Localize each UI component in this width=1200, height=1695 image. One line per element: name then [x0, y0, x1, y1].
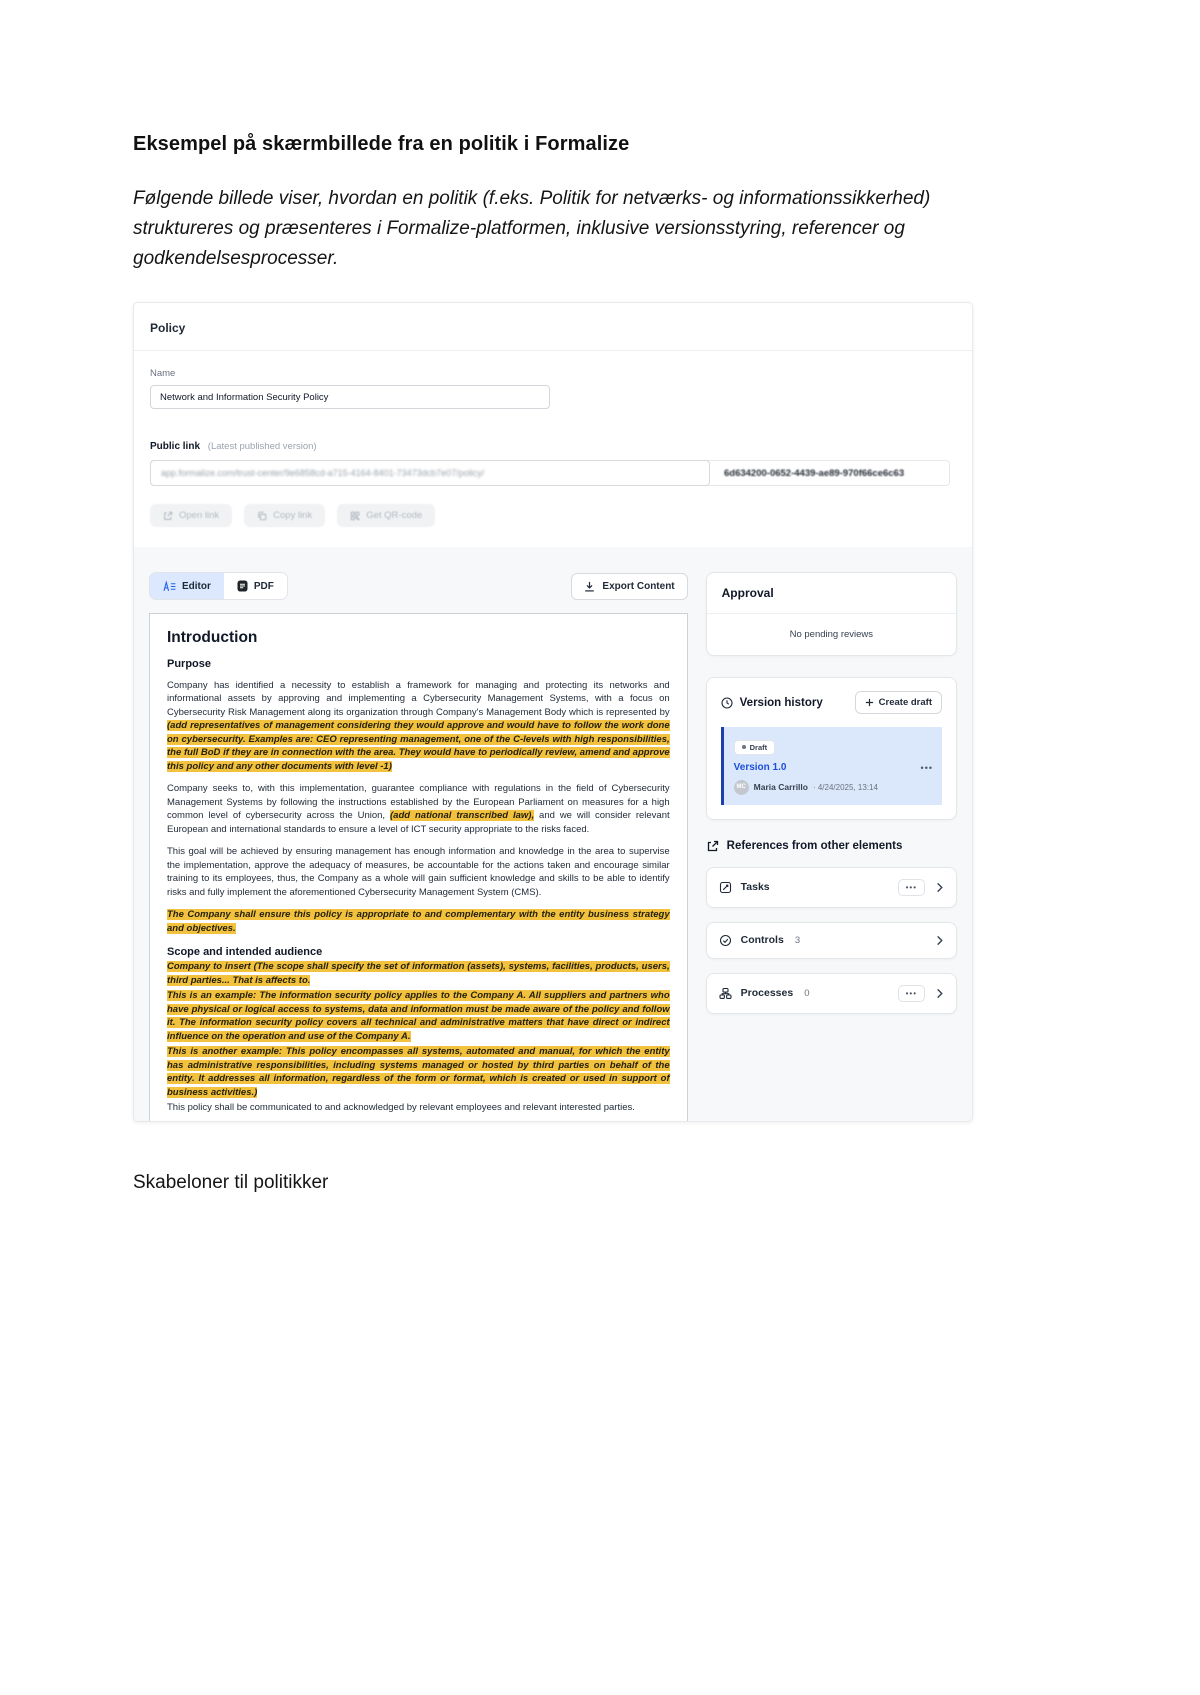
- controls-icon: [719, 934, 732, 947]
- highlighted-text: This is an example: The information security policy applies to the Company A. All suppliers and partners who have physical or logical access to systems, data and information must be made aware of the policy and follow it. The information security policy covers all technical and administrative matters that have direct or indirect influence on the operation and use of the Company A.: [167, 990, 670, 1042]
- references-header: [706, 840, 957, 853]
- open-link-button[interactable]: [150, 504, 232, 527]
- tab-editor-label: Editor: [182, 580, 211, 592]
- highlighted-text: This is another example: This policy encompasses all systems, automated and manual, for which the entity has administrative responsibilities, including systems managed or hosted by third parties on behalf of the entity. It addresses all information, regardless of the form or format, which is created or used in support of business activities.): [167, 1046, 670, 1098]
- approval-card: [706, 572, 957, 656]
- pdf-file-icon: [237, 580, 248, 592]
- highlighted-text: Company to insert (The scope shall specify the set of information (assets), systems, facilities, products, users, third parties... That is affects to.: [167, 961, 670, 986]
- version-history-card: [706, 677, 957, 820]
- editor-icon: [163, 581, 176, 592]
- tab-editor[interactable]: [150, 573, 224, 599]
- version-entry[interactable]: [721, 727, 942, 805]
- avatar: MC: [734, 780, 749, 795]
- tab-pdf[interactable]: [224, 573, 287, 599]
- author-name: Maria Carrillo: [753, 782, 808, 792]
- public-link-field: [150, 460, 950, 486]
- controls-row[interactable]: [706, 922, 957, 959]
- paragraph: [167, 679, 670, 773]
- templates-heading: Skabeloner til politikker: [133, 1172, 329, 1193]
- public-link-row: [150, 441, 956, 452]
- tasks-menu-button[interactable]: •••: [898, 879, 925, 896]
- paragraph: [167, 908, 670, 935]
- tab-pdf-label: PDF: [253, 580, 274, 592]
- purpose-heading: Purpose: [167, 658, 212, 670]
- version-history-header: [721, 691, 942, 714]
- paragraph-text: Company seeks to, with this implementation, guarantee compliance with regulations in the field of Cybersecurity Management Systems by following the instructions established by the European Parliament on measures for a high common level of cybersecurity across the Union,: [167, 783, 670, 822]
- document-title: Introduction: [167, 629, 258, 646]
- paragraph-text: Company has identified a necessity to establish a framework for managing and protecting its networks and informational assets by approving and implementing a Cybersecurity Management Systems, with a focus on Cybersecurity Risk Management along its organization through Company's Management Body which is represented by: [167, 680, 670, 718]
- version-history-title: Version history: [739, 696, 823, 709]
- policy-main-area: [134, 572, 972, 1122]
- intro-paragraph: Følgende billede viser, hvordan en politik (f.eks. Politik for netværks- og informationssikkerhed) struktureres og præsenteres i Formalize-platformen, inklusive versionsstyring, referencer og godkendelsesprocesser.: [133, 188, 931, 269]
- controls-label: Controls: [740, 934, 784, 946]
- editor-toolbar: [149, 572, 688, 600]
- public-link-url-box[interactable]: [150, 460, 710, 486]
- export-content-button[interactable]: [571, 573, 687, 600]
- processes-label: Processes: [740, 987, 794, 999]
- highlighted-text: (add representatives of management considering they would approve and would have to follow the work done on cybersecurity. Examples are: CEO representing management, one of the C-levels with high responsibilities, the full BoD if they are in connection with the area. They would have to periodically review, amend and approve this policy and any other documents with level -1): [167, 720, 670, 772]
- version-link[interactable]: Version 1.0: [733, 761, 787, 773]
- public-link-url: app.formalize.com/trust-center/9e6858cd-a715-4164-8401-73473dcb7e07/policy/: [161, 468, 485, 478]
- plus-icon: [865, 698, 874, 707]
- paragraph-text: and we will consider relevant European and international standards to ensure a level of ICT security appropriate to the risks faced.: [167, 810, 670, 835]
- processes-icon: [719, 987, 732, 1000]
- view-tabs: [149, 572, 288, 600]
- qr-code-icon: [350, 511, 360, 521]
- references-title: References from other elements: [726, 840, 903, 852]
- public-link-label: Public link: [150, 441, 201, 452]
- status-dot: [742, 745, 746, 749]
- public-link-note: (Latest published version): [207, 441, 317, 452]
- policy-document[interactable]: [149, 613, 688, 1122]
- paragraph-text: This goal will be achieved by ensuring management has enough information and knowledge in the area to supervise the implementation, approve the adequacy of measures, be accountable for the actions taken and encourage similar training to its employees, thus, the Company as a whole will gain sufficient knowledge and skills to be able to identify risks and fully implement the aforementioned Cybersecurity Management System (CMS).: [167, 846, 670, 898]
- public-link-id: 6d634200-0652-4439-ae89-970f66ce6c63: [724, 467, 905, 479]
- tasks-label: Tasks: [740, 881, 770, 893]
- chevron-right-icon[interactable]: [935, 882, 944, 893]
- policy-sidebar: [706, 572, 957, 1014]
- public-link-actions: [150, 504, 956, 527]
- chevron-right-icon[interactable]: [935, 988, 944, 999]
- scope-heading: Scope and intended audience: [167, 946, 323, 959]
- export-content-label: Export Content: [602, 580, 675, 592]
- chevron-right-icon[interactable]: [935, 935, 944, 946]
- paragraph: [167, 960, 670, 987]
- create-draft-button[interactable]: [855, 691, 942, 714]
- open-link-label: Open link: [179, 510, 220, 521]
- copy-link-label: Copy link: [273, 510, 313, 521]
- approval-empty-state: No pending reviews: [789, 629, 874, 640]
- processes-count: 0: [804, 987, 810, 999]
- paragraph: [167, 1045, 670, 1099]
- paragraph: [167, 989, 670, 1043]
- version-menu-button[interactable]: •••: [920, 763, 933, 773]
- copy-icon: [257, 511, 267, 521]
- version-timestamp: · 4/24/2025, 13:14: [812, 782, 878, 792]
- create-draft-label: Create draft: [878, 697, 932, 708]
- approval-title: Approval: [707, 573, 956, 614]
- formalize-screenshot: [133, 302, 973, 1122]
- divider: [134, 350, 972, 351]
- qr-code-label: Get QR-code: [366, 510, 423, 521]
- processes-menu-button[interactable]: •••: [898, 985, 925, 1002]
- paragraph: [167, 845, 670, 899]
- editor-column: [149, 572, 688, 1122]
- version-author-row: [734, 780, 932, 795]
- page-title: Eksempel på skærmbillede fra en politik i Formalize: [133, 133, 630, 155]
- version-history-title-row: [721, 697, 823, 709]
- name-label: Name: [150, 368, 176, 379]
- tasks-row[interactable]: [706, 867, 957, 908]
- download-icon: [584, 581, 595, 592]
- get-qr-code-button[interactable]: [337, 504, 435, 527]
- highlighted-text: The Company shall ensure this policy is appropriate to and complementary with the entity business strategy and objectives.: [167, 909, 670, 934]
- draft-badge-label: Draft: [749, 742, 768, 752]
- policy-name-input[interactable]: [150, 385, 550, 409]
- controls-count: 3: [794, 934, 801, 946]
- paragraph: [167, 1101, 670, 1114]
- processes-row[interactable]: [706, 973, 957, 1014]
- policy-card: [134, 303, 972, 547]
- clock-icon: [721, 697, 733, 709]
- external-link-icon: [163, 511, 173, 521]
- draft-status-badge: [734, 740, 776, 755]
- policy-card-title: Policy: [150, 321, 186, 335]
- paragraph: [167, 782, 670, 836]
- tasks-icon: [719, 881, 732, 894]
- copy-link-button[interactable]: [244, 504, 325, 527]
- highlighted-text: (add national transcribed law),: [390, 810, 535, 822]
- paragraph-text: This policy shall be communicated to and acknowledged by relevant employees and relevant interested parties.: [167, 1102, 635, 1114]
- external-reference-icon: [706, 840, 719, 853]
